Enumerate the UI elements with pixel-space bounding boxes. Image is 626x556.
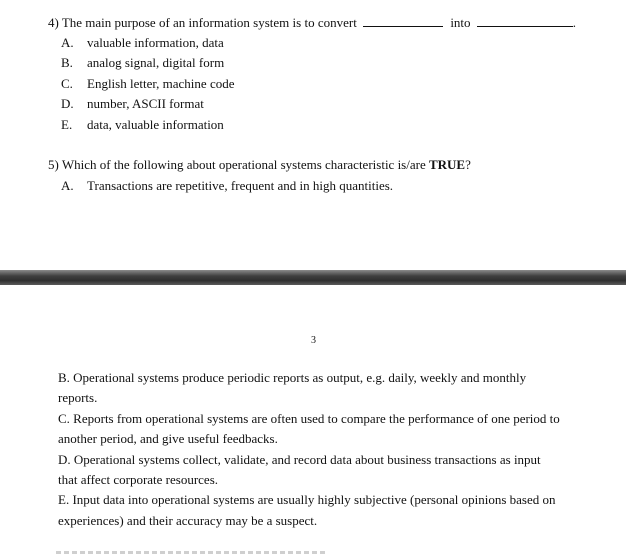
question-5-option-d: D. Operational systems collect, validate, and record data about business transactions as input — [58, 452, 541, 467]
option-letter: B. — [61, 55, 73, 70]
document-page-bottom — [0, 285, 626, 556]
document-page-top — [0, 0, 626, 270]
question-5-option-b-cont: reports. — [58, 390, 98, 405]
option-text: Transactions are repetitive, frequent and in high quantities. — [87, 178, 394, 193]
question-5-text: 5) Which of the following about operational systems characteristic is/are — [48, 157, 426, 172]
question-5-mark: ? — [465, 157, 471, 172]
answer-blank-2 — [477, 14, 573, 27]
question-5-emphasis: TRUE — [428, 157, 466, 172]
option-text: analog signal, digital form — [87, 55, 225, 70]
page-break-divider — [0, 270, 626, 285]
question-4-option-e — [61, 117, 224, 133]
question-5-option-c-cont: another period, and give useful feedbacks. — [58, 431, 278, 446]
question-4-stem — [48, 14, 576, 31]
question-5-stem — [48, 157, 471, 173]
option-letter: D. — [61, 96, 74, 111]
question-4-text: 4) The main purpose of an information system is to convert — [48, 15, 357, 30]
option-letter: E. — [61, 117, 73, 132]
question-5-option-c: C. Reports from operational systems are often used to compare the performance of one period to — [58, 411, 560, 426]
question-4-option-d — [61, 96, 204, 112]
question-4-option-a — [61, 35, 224, 51]
question-4-into: into — [450, 15, 471, 30]
question-5-option-e: E. Input data into operational systems are usually highly subjective (personal opinions based on — [58, 492, 556, 507]
option-text: data, valuable information — [87, 117, 224, 132]
question-5-option-e-cont: experiences) and their accuracy may be a suspect. — [58, 513, 318, 528]
option-letter: A. — [61, 35, 74, 50]
option-text: English letter, machine code — [87, 76, 235, 91]
question-5-option-d-cont: that affect corporate resources. — [58, 472, 219, 487]
option-text: valuable information, data — [87, 35, 224, 50]
question-4-period: . — [572, 15, 577, 30]
page-number: 3 — [311, 335, 316, 346]
question-4-option-b — [61, 55, 224, 71]
option-letter: A. — [61, 178, 74, 193]
question-4-option-c — [61, 76, 234, 92]
question-5-option-b: B. Operational systems produce periodic reports as output, e.g. daily, weekly and monthly — [58, 370, 527, 385]
answer-blank-1 — [363, 14, 443, 27]
question-5-option-a — [61, 178, 393, 194]
option-letter: C. — [61, 76, 73, 91]
option-text: number, ASCII format — [87, 96, 204, 111]
cropped-text-fragment — [56, 551, 326, 554]
